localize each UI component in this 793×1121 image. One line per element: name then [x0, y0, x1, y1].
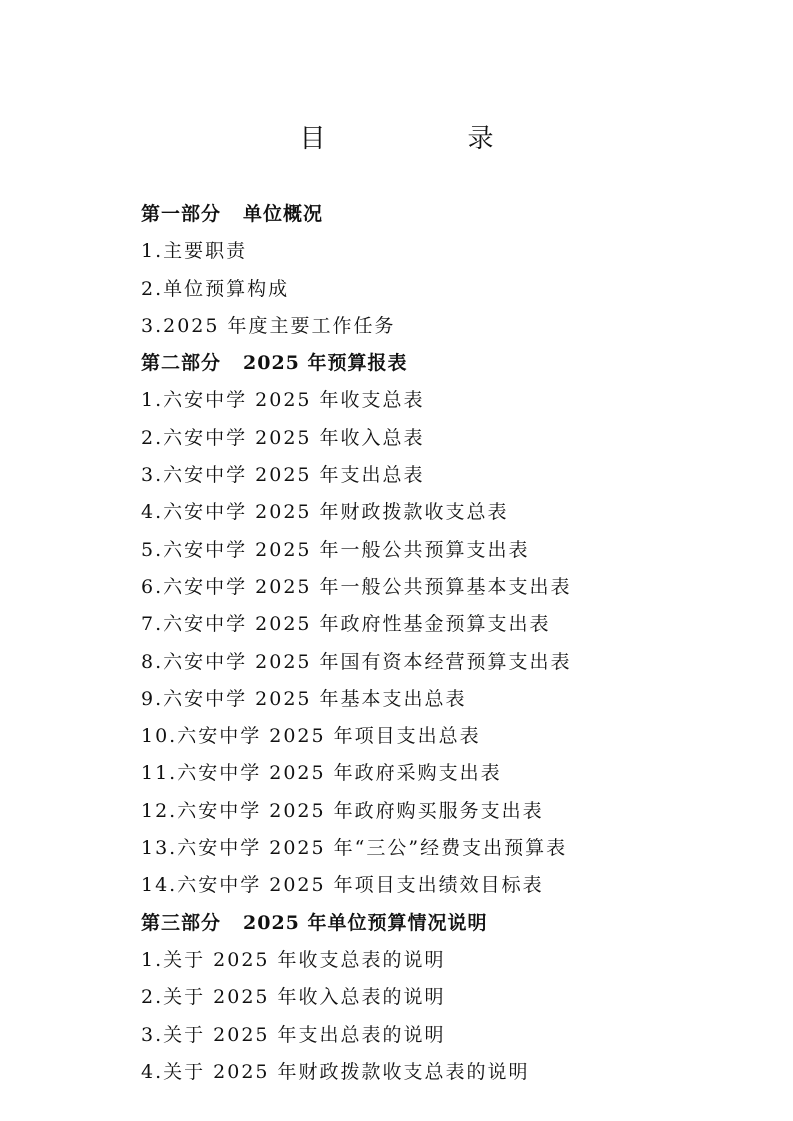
toc-entry: 11.六安中学 2025 年政府采购支出表 [141, 762, 502, 785]
toc-entry: 10.六安中学 2025 年项目支出总表 [141, 725, 481, 748]
section-name: 2025 年单位预算情况说明 [243, 911, 488, 934]
toc-entry: 7.六安中学 2025 年政府性基金预算支出表 [141, 613, 551, 636]
toc-entry: 8.六安中学 2025 年国有资本经营预算支出表 [141, 650, 572, 673]
toc-title: 目 录 [299, 124, 552, 154]
section-label: 第一部分 [141, 203, 222, 225]
toc-entry: 4.六安中学 2025 年财政拨款收支总表 [141, 501, 509, 524]
section-heading-1 [141, 196, 761, 233]
toc-entry: 14.六安中学 2025 年项目支出绩效目标表 [141, 874, 544, 897]
toc-entry: 13.六安中学 2025 年“三公”经费支出预算表 [141, 837, 568, 860]
toc-entry: 2.单位预算构成 [141, 277, 290, 300]
section-name: 2025 年预算报表 [243, 352, 408, 375]
toc-entry: 12.六安中学 2025 年政府购买服务支出表 [141, 799, 544, 822]
toc-entry: 2.关于 2025 年收入总表的说明 [141, 986, 446, 1009]
toc-entry: 1.关于 2025 年收支总表的说明 [141, 948, 446, 971]
section-heading-3 [141, 905, 761, 942]
section-label: 第三部分 [141, 911, 222, 934]
section-name: 单位概况 [243, 203, 324, 225]
toc-entry: 9.六安中学 2025 年基本支出总表 [141, 687, 467, 710]
toc-entry: 3.关于 2025 年支出总表的说明 [141, 1023, 446, 1046]
table-of-contents [141, 196, 761, 1091]
toc-entry: 5.六安中学 2025 年一般公共预算支出表 [141, 538, 530, 561]
section-heading-2 [141, 345, 761, 382]
section-label: 第二部分 [141, 352, 222, 375]
toc-entry: 3.2025 年度主要工作任务 [141, 314, 396, 337]
toc-entry: 4.关于 2025 年财政拨款收支总表的说明 [141, 1060, 530, 1083]
toc-entry: 6.六安中学 2025 年一般公共预算基本支出表 [141, 575, 572, 598]
toc-entry: 3.六安中学 2025 年支出总表 [141, 464, 425, 487]
toc-entry: 2.六安中学 2025 年收入总表 [141, 426, 425, 449]
toc-entry: 1.主要职责 [141, 240, 248, 263]
toc-entry: 1.六安中学 2025 年收支总表 [141, 389, 425, 412]
